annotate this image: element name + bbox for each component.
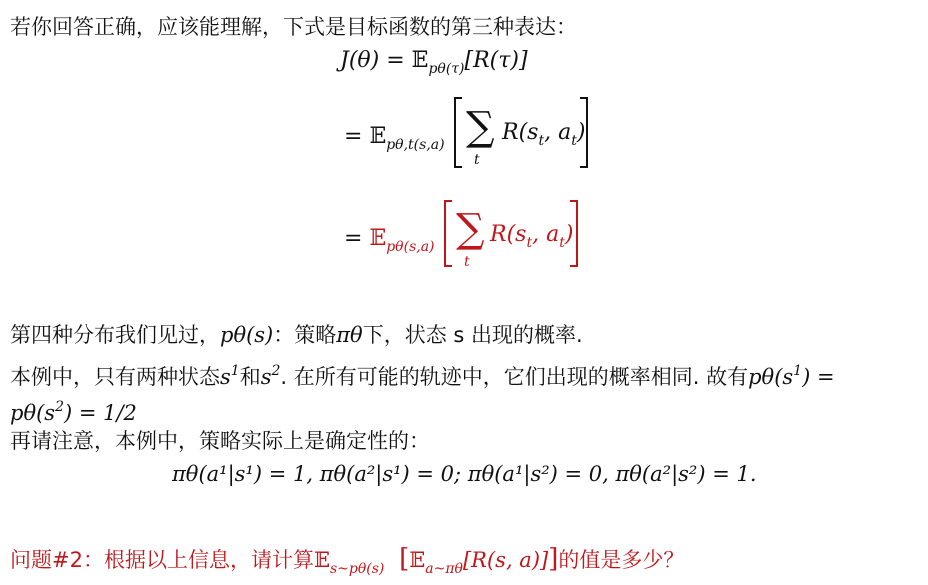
eq3-sum: ∑ <box>456 206 485 252</box>
question-bracket-close: ] <box>548 544 559 574</box>
question-line <box>10 546 684 582</box>
question-bracket-open: [ <box>399 544 410 574</box>
eq2-expectation: 𝔼 <box>369 124 387 149</box>
line2-s1: s <box>220 365 231 389</box>
question-pre: 问题#2：根据以上信息，请计算 <box>10 548 314 572</box>
text-line-3 <box>10 394 137 426</box>
eq3-equals: = <box>344 226 363 251</box>
eq2-body-sub1: t <box>538 133 545 149</box>
line2-s2-sup: 2 <box>271 363 281 379</box>
eq3-body-sub1: t <box>526 235 533 251</box>
eq3-body-mid: , a <box>532 222 560 247</box>
eq2-sum-sub: t <box>474 152 480 168</box>
line1-post: 下，状态 s 出现的概率. <box>362 323 583 347</box>
eq2-expectation-sub: pθ,t(s,a) <box>386 137 445 153</box>
eq2-equals: = <box>344 124 363 149</box>
line2-and: 和 <box>239 365 261 389</box>
eq3-sum-sub: t <box>464 254 470 270</box>
line3-eq-b: pθ(s <box>10 401 56 425</box>
eq2-body-mid: , a <box>544 120 572 145</box>
line3-eq-b-sup: 2 <box>55 399 64 415</box>
eq1-expectation: 𝔼 <box>411 48 429 73</box>
eq2-body <box>502 120 585 149</box>
line2-post: . 在所有可能的轨迹中，它们出现的概率相同. 故有 <box>280 365 749 389</box>
eq3-body <box>490 222 573 251</box>
line1-mid: ：策略 <box>273 323 337 347</box>
eq2-sum: ∑ <box>466 104 495 150</box>
question-post: 的值是多少？ <box>558 548 685 572</box>
eq3-body-sub2: t <box>559 235 565 251</box>
question-inner: [R(s, a)] <box>462 548 549 572</box>
question-expectation-2-sub: a~πθ <box>425 561 463 577</box>
line3-eq-b-end: ) = 1/2 <box>63 401 137 425</box>
line1-pre: 第四种分布我们见过， <box>10 323 220 347</box>
line2-pre: 本例中，只有两种状态 <box>10 365 220 389</box>
eq3-body-end: ) <box>564 222 574 247</box>
policy-equation: πθ(a¹|s¹) = 1, πθ(a²|s¹) = 0; πθ(a¹|s²) = 0, πθ(a²|s²) = 1. <box>172 462 757 486</box>
question-expectation-1: 𝔼 <box>313 548 330 572</box>
equation-line-2 <box>344 124 445 153</box>
text-line-2 <box>10 358 835 390</box>
line2-s1-sup: 1 <box>230 363 240 379</box>
equation-line-3 <box>344 226 435 255</box>
eq2-body-sub2: t <box>571 133 577 149</box>
eq2-body-end: ) <box>576 120 586 145</box>
eq3-body-a: R(s <box>490 222 527 247</box>
text-line-1 <box>10 322 583 348</box>
eq3-expectation-sub: pθ(s,a) <box>386 239 435 255</box>
equation-line-1 <box>340 48 528 77</box>
line2-eq-a-end: ) = <box>802 365 835 389</box>
text-line-4: 再请注意，本例中，策略实际上是确定性的： <box>10 429 430 453</box>
eq1-lhs: J(θ) = <box>340 48 405 73</box>
line2-eq-a: pθ(s <box>748 365 794 389</box>
line2-s2: s <box>260 365 272 389</box>
eq1-expectation-sub: pθ(τ) <box>428 61 465 77</box>
eq3-expectation: 𝔼 <box>369 226 387 251</box>
line2-eq-a-sup: 1 <box>793 363 803 379</box>
eq2-body-a: R(s <box>502 120 539 145</box>
question-expectation-1-sub: s~pθ(s) <box>329 561 385 577</box>
eq1-rhs: [R(τ)] <box>464 48 528 73</box>
question-expectation-2: 𝔼 <box>409 548 426 572</box>
intro-text: 若你回答正确，应该能理解，下式是目标函数的第三种表达： <box>10 15 577 39</box>
line1-math1: pθ(s) <box>220 323 274 347</box>
line1-math2: πθ <box>336 323 363 347</box>
